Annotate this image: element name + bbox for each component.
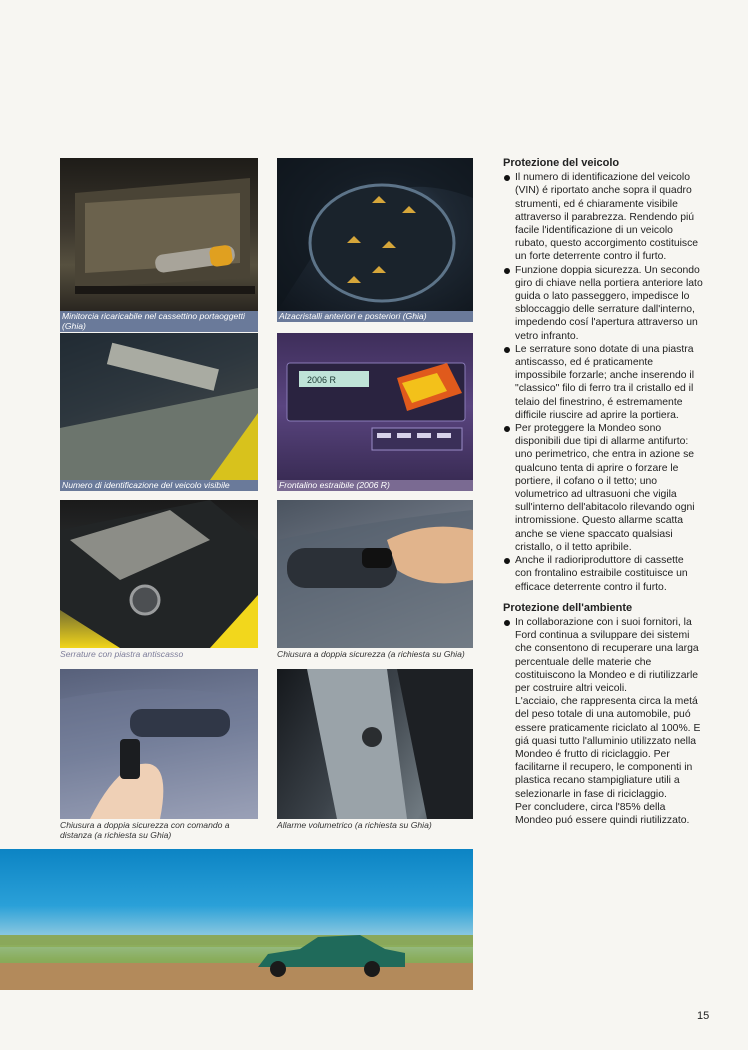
car-landscape-illustration (0, 849, 473, 990)
caption-vin: Numero di identificazione del veicolo visibile (60, 480, 258, 491)
paragraph: Per concludere, circa l'85% della Mondeo puó essere quindi riutilizzato. (515, 801, 690, 826)
photo-alarm-sensor (277, 669, 473, 819)
photo-window-switches (277, 158, 473, 311)
photo-remote (60, 669, 258, 819)
remote-illustration (60, 669, 258, 819)
environment-protection-list (503, 616, 703, 695)
section-title-vehicle: Protezione del veicolo (503, 157, 620, 169)
window-switches-illustration (277, 158, 473, 311)
glovebox-illustration (60, 158, 258, 311)
caption-radio: Frontalino estraibile (2006 R) (277, 480, 473, 491)
photo-door-handle-key (277, 500, 473, 648)
list-item: In collaborazione con i suoi fornitori, la Ford continua a sviluppare dei sistemi che consentono di recuperare una larga percentuale delle materie che costituiscono la Mondeo e di riutilizzarle per costruire altri veicoli. (503, 616, 703, 695)
caption-window-switches: Alzacristalli anteriori e posteriori (Ghia) (277, 311, 473, 322)
list-item: Il numero di identificazione del veicolo (VIN) é riportato anche sopra il quadro strumenti, ed é chiaramente visibile attraverso il parabrezza. Rendendo piú facile l'identificazione di un veicolo rubato, questo accorgimento costituisce un forte deterrente contro il furto. (503, 171, 703, 263)
caption-alarm: Allarme volumetrico (a richiesta su Ghia) (277, 820, 473, 831)
caption-lock: Serrature con piastra antiscasso (60, 649, 258, 660)
caption-remote: Chiusura a doppia sicurezza con comando a distanza (a richiesta su Ghia) (60, 820, 258, 840)
list-item: Anche il radioriproduttore di cassette con frontalino estraibile costituisce un efficace deterrente contro il furto. (503, 554, 703, 594)
lock-plate-illustration (60, 500, 258, 648)
radio-display: 2006 R (307, 375, 337, 385)
section-title-environment: Protezione dell'ambiente (503, 601, 633, 614)
page-number: 15 (697, 1010, 710, 1022)
alarm-sensor-illustration (277, 669, 473, 819)
list-item: Per proteggere la Mondeo sono disponibili due tipi di allarme antifurto: uno perimetrico, che entra in azione se qualcuno tenta di aprire o forzare le portiere, il cofano o il tetto; uno volumetrico ad ultrasuoni che vigila sull'interno dell'abitacolo rilevando ogni intromissione. Questo allarme scatta anche se viene spaccato qualsiasi cristallo, o il tetto apribile. (503, 422, 703, 554)
list-item: Le serrature sono dotate di una piastra antiscasso, ed é praticamente impossibile forzarle; anche inserendo il "classico" filo di ferro tra il cristallo ed il telaio del finestrino, é estremamente difficile riuscire ad aprire la portiera. (503, 343, 703, 422)
photo-glovebox-torch (60, 158, 258, 311)
photo-lock-plate (60, 500, 258, 648)
list-item: Funzione doppia sicurezza. Un secondo giro di chiave nella portiera anteriore lato guida o lato passeggero, impedisce lo sbloccaggio delle serrature dall'interno, impedendo cosí l'apertura attraverso un vetro infranto. (503, 264, 703, 343)
text-column (503, 157, 703, 827)
paragraph: L'acciaio, che rappresenta circa la metá del peso totale di una automobile, puó essere praticamente riciclato al 100%. E giá quasi tutto l'alluminio utilizzato nella Mondeo é frutto di riciclaggio. Per facilitarne il recupero, le componenti in plastica recano stampigliature utili a selezionarle in fase di riciclaggio. (515, 696, 701, 800)
caption-double-lock: Chiusura a doppia sicurezza (a richiesta su Ghia) (277, 649, 473, 669)
photo-car-landscape (0, 849, 473, 990)
radio-illustration (277, 333, 473, 480)
vehicle-protection-list (503, 171, 703, 594)
vin-plate-illustration (60, 333, 258, 480)
photo-vin-plate (60, 333, 258, 480)
caption-torch: Minitorcia ricaricabile nel cassettino portaoggetti (Ghia) (60, 311, 258, 332)
door-handle-illustration (277, 500, 473, 648)
photo-radio (277, 333, 473, 480)
